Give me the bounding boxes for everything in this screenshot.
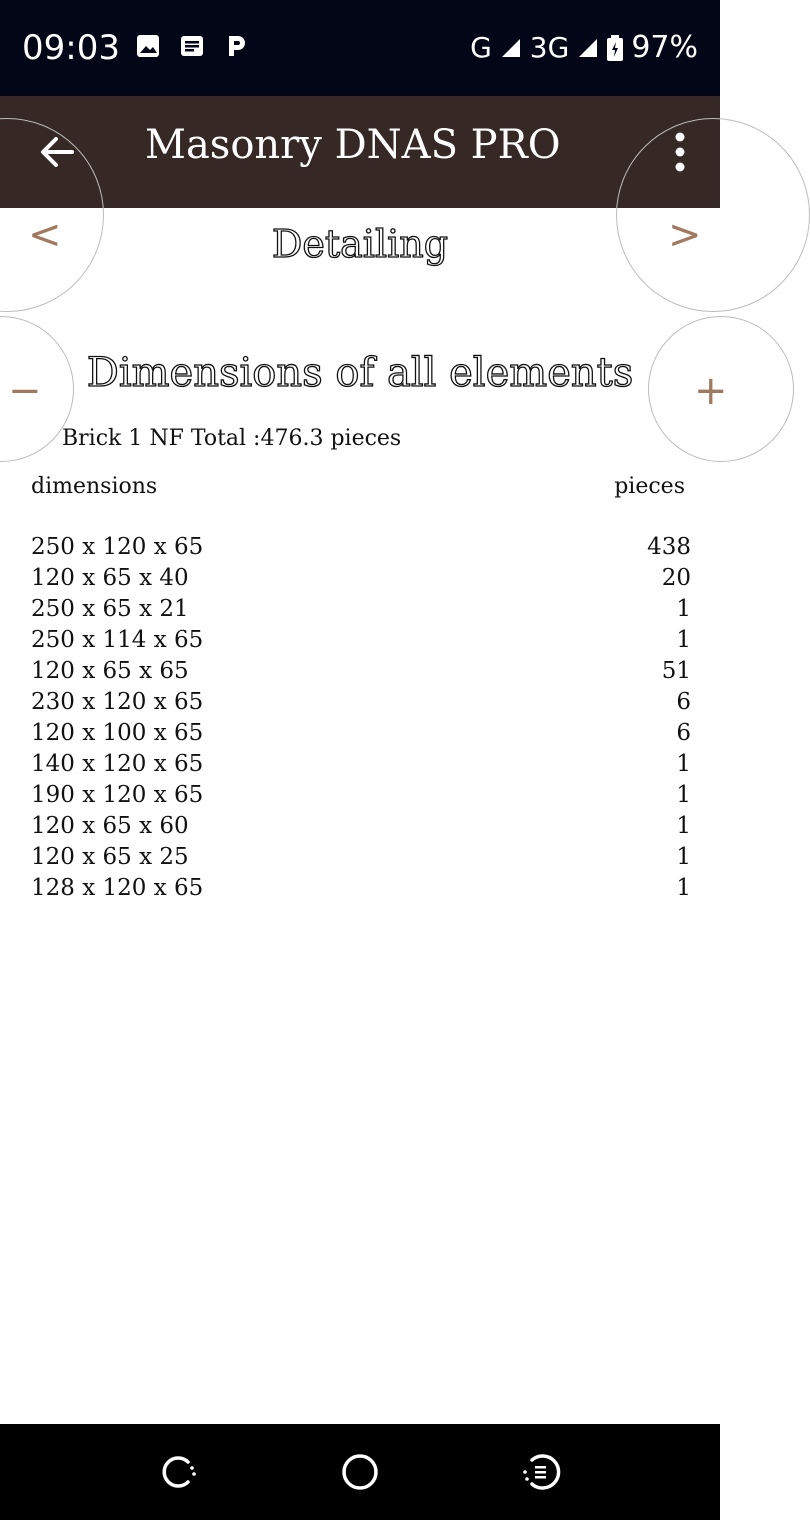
row-pieces: 1 xyxy=(676,875,691,901)
chevron-left-icon: < xyxy=(28,212,62,258)
brick-total: Brick 1 NF Total :476.3 pieces xyxy=(62,426,402,451)
row-dimension: 140 x 120 x 65 xyxy=(31,751,204,777)
row-dimension: 120 x 100 x 65 xyxy=(31,720,204,746)
dimensions-table xyxy=(31,534,691,906)
table-row xyxy=(31,534,691,565)
row-dimension: 250 x 65 x 21 xyxy=(31,596,189,622)
network-type: G xyxy=(470,31,492,64)
row-pieces: 1 xyxy=(676,844,691,870)
table-row xyxy=(31,844,691,875)
row-pieces: 1 xyxy=(676,627,691,653)
row-dimension: 128 x 120 x 65 xyxy=(31,875,204,901)
system-nav-bar xyxy=(0,1424,720,1520)
table-row xyxy=(31,627,691,658)
row-pieces: 6 xyxy=(676,689,691,715)
row-dimension: 120 x 65 x 40 xyxy=(31,565,189,591)
row-pieces: 1 xyxy=(676,751,691,777)
row-pieces: 438 xyxy=(647,534,691,560)
row-dimension: 250 x 114 x 65 xyxy=(31,627,204,653)
row-pieces: 1 xyxy=(676,782,691,808)
row-dimension: 230 x 120 x 65 xyxy=(31,689,204,715)
content-area xyxy=(0,208,728,1424)
row-dimension: 120 x 65 x 65 xyxy=(31,658,189,684)
row-pieces: 51 xyxy=(661,658,691,684)
row-pieces: 20 xyxy=(661,565,691,591)
column-header-dimensions: dimensions xyxy=(31,474,158,499)
table-row xyxy=(31,720,691,751)
signal-icon xyxy=(500,37,522,59)
table-row xyxy=(31,565,691,596)
status-time: 09:03 xyxy=(22,28,120,68)
detailing-heading: Detailing xyxy=(271,222,449,266)
plus-icon: + xyxy=(694,368,728,414)
row-dimension: 120 x 65 x 25 xyxy=(31,844,189,870)
table-row xyxy=(31,813,691,844)
row-dimension: 120 x 65 x 60 xyxy=(31,813,189,839)
table-row xyxy=(31,689,691,720)
message-notification-icon xyxy=(180,34,204,58)
home-icon[interactable] xyxy=(340,1452,380,1492)
table-row xyxy=(31,875,691,906)
chevron-right-icon: > xyxy=(668,212,702,258)
status-bar xyxy=(0,0,720,96)
notification-icons xyxy=(136,34,248,58)
signal-icon-2 xyxy=(577,37,599,59)
table-row xyxy=(31,751,691,782)
dimensions-heading: Dimensions of all elements xyxy=(86,350,634,396)
table-row xyxy=(31,782,691,813)
battery-icon xyxy=(607,35,623,61)
status-right xyxy=(470,30,698,65)
table-row xyxy=(31,596,691,627)
assistant-menu-icon[interactable] xyxy=(520,1452,560,1492)
row-pieces: 6 xyxy=(676,720,691,746)
table-row xyxy=(31,658,691,689)
app-bar xyxy=(0,96,720,208)
recents-icon[interactable] xyxy=(158,1452,198,1492)
column-header-pieces: pieces xyxy=(614,474,685,499)
battery-percent: 97% xyxy=(631,30,698,65)
network-type-2: 3G xyxy=(529,31,570,64)
parking-notification-icon xyxy=(224,34,248,58)
app-title: Masonry DNAS PRO xyxy=(145,122,561,168)
row-pieces: 1 xyxy=(676,596,691,622)
row-pieces: 1 xyxy=(676,813,691,839)
row-dimension: 190 x 120 x 65 xyxy=(31,782,204,808)
next-button[interactable] xyxy=(616,118,810,312)
minus-icon: − xyxy=(8,368,42,414)
row-dimension: 250 x 120 x 65 xyxy=(31,534,204,560)
image-notification-icon xyxy=(136,34,160,58)
